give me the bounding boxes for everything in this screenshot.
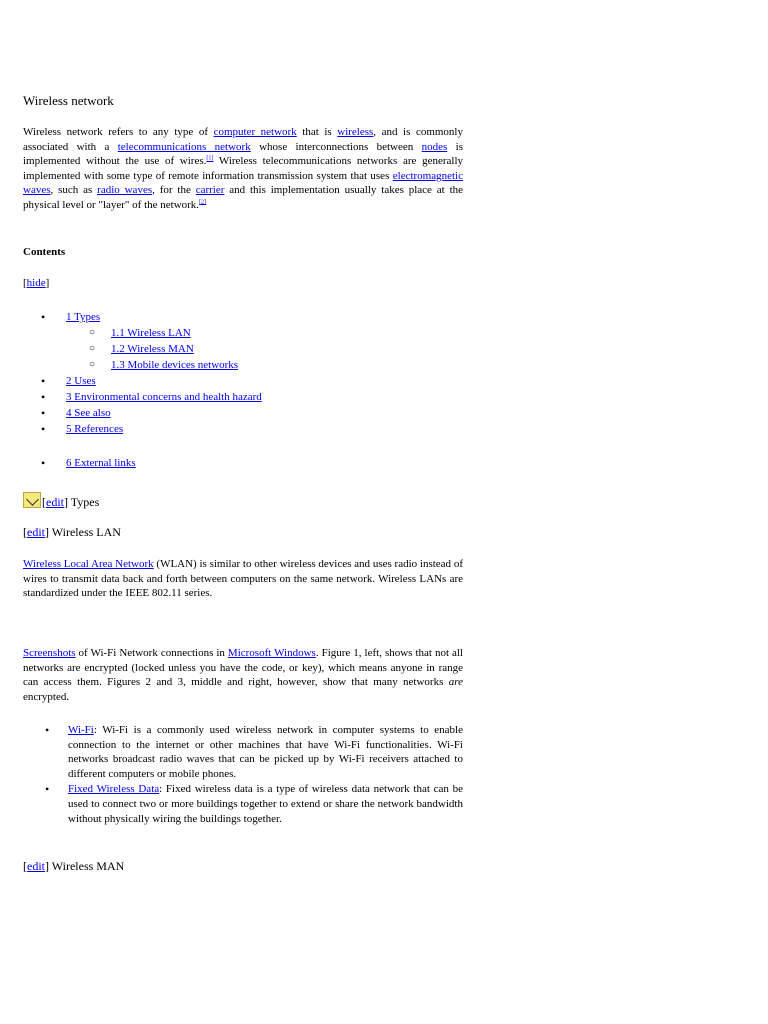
toc-item bbox=[66, 309, 466, 325]
link-wireless[interactable]: wireless bbox=[337, 126, 374, 138]
page-title: Wireless network bbox=[23, 93, 114, 108]
link-wireless-local-area-network[interactable]: Wireless Local Area Network bbox=[23, 558, 154, 570]
intro-text: whose interconnections between bbox=[250, 140, 422, 153]
link-telecommunications-network[interactable]: telecommunications network bbox=[117, 140, 251, 153]
edit-icon[interactable] bbox=[23, 492, 41, 508]
list-item bbox=[68, 723, 463, 781]
link-electromagnetic-waves[interactable]: electromagnetic waves bbox=[23, 169, 463, 197]
toc-toggle bbox=[23, 277, 49, 289]
intro-text: Wireless network refers to any type of bbox=[23, 126, 214, 138]
edit-link-wireless-lan[interactable]: edit bbox=[27, 525, 45, 539]
link-computer-network[interactable]: computer network bbox=[213, 126, 297, 138]
intro-text: is implemented without the use of wires. bbox=[23, 140, 463, 168]
intro-text: , and is commonly associated with a bbox=[23, 126, 463, 153]
toc-item bbox=[111, 325, 466, 341]
section-heading-types bbox=[23, 492, 99, 510]
section-heading-wireless-lan bbox=[23, 525, 121, 540]
paragraph-text: . Figure 1, left, shows that not all networks are encrypted (locked unless you have the code, or key), which means anyone in range can access them. Figures 2 and 3, middle and right, however, show that many networks bbox=[23, 647, 463, 689]
toc-link-mobile-devices-networks[interactable]: 1.3 Mobile devices networks bbox=[111, 359, 239, 371]
intro-paragraph bbox=[23, 125, 463, 213]
toc-item bbox=[66, 389, 466, 405]
toc-link-wireless-man[interactable]: 1.2 Wireless MAN bbox=[111, 343, 194, 355]
toc-link-wireless-lan[interactable]: 1.1 Wireless LAN bbox=[111, 327, 191, 339]
paragraph-text: of Wi-Fi Network connections in bbox=[75, 647, 228, 659]
intro-text: and this implementation usually takes place at the physical level or "layer" of the network. bbox=[23, 184, 464, 211]
intro-text: that is bbox=[296, 126, 338, 138]
toc-link-types[interactable]: 1 Types bbox=[66, 311, 101, 323]
section-title: Types bbox=[70, 495, 100, 509]
emphasis: are bbox=[448, 676, 463, 689]
reference-2[interactable]: [2] bbox=[199, 199, 207, 206]
link-fixed-wireless-data[interactable]: Fixed Wireless Data bbox=[68, 783, 160, 796]
link-screenshots[interactable]: Screenshots bbox=[23, 647, 76, 659]
toc-link-see-also[interactable]: 4 See also bbox=[66, 407, 111, 419]
link-carrier[interactable]: carrier bbox=[195, 184, 225, 197]
link-nodes[interactable]: nodes bbox=[421, 140, 448, 153]
toc-item bbox=[111, 341, 466, 357]
screenshots-paragraph bbox=[23, 646, 463, 704]
toc-item bbox=[66, 373, 466, 389]
toc-item bbox=[66, 421, 466, 437]
link-radio-waves[interactable]: radio waves bbox=[97, 184, 153, 197]
toc-link-uses[interactable]: 2 Uses bbox=[66, 375, 96, 387]
paragraph-text: encrypted. bbox=[23, 690, 70, 703]
toc-heading: Contents bbox=[23, 246, 66, 258]
reference-1[interactable]: [1] bbox=[206, 155, 214, 162]
link-microsoft-windows[interactable]: Microsoft Windows bbox=[227, 647, 316, 659]
section-title: Wireless MAN bbox=[51, 859, 125, 873]
intro-text: , for the bbox=[152, 184, 196, 197]
edit-link-wireless-man[interactable]: edit bbox=[27, 859, 45, 873]
bracket: ] bbox=[45, 859, 49, 873]
paragraph-text: (WLAN) is similar to other wireless devices and uses radio instead of wires to transmit data back and forth between computers on the same network. Wireless LANs are standardized under the IEEE 802.11 series. bbox=[23, 558, 463, 600]
toc-link-external-links[interactable]: 6 External links bbox=[66, 457, 136, 469]
bracket: [ bbox=[23, 525, 27, 539]
edit-link-types[interactable]: edit bbox=[46, 495, 64, 509]
bracket: [ bbox=[23, 277, 27, 289]
bracket: ] bbox=[45, 525, 49, 539]
list-item-text: : Fixed wireless data is a type of wireless data network that can be used to connect two or more buildings together to extend or share the network bandwidth without physically wiring the buildings together. bbox=[68, 783, 463, 825]
list-item bbox=[68, 782, 463, 826]
bullet-list bbox=[68, 723, 463, 826]
section-heading-wireless-man bbox=[23, 859, 124, 874]
intro-text: Wireless telecommunications networks are generally implemented with some type of remote information transmission system that uses bbox=[23, 155, 463, 182]
toc-item bbox=[66, 455, 466, 471]
toc-list bbox=[66, 309, 466, 471]
intro-text: , such as bbox=[50, 184, 98, 197]
bracket: [ bbox=[23, 859, 27, 873]
section-title: Wireless LAN bbox=[51, 525, 121, 539]
toc-link-environmental[interactable]: 3 Environmental concerns and health hazard bbox=[66, 391, 262, 403]
link-wi-fi[interactable]: Wi-Fi bbox=[68, 724, 94, 736]
toc-link-references[interactable]: 5 References bbox=[66, 423, 124, 435]
bracket: [ bbox=[42, 495, 46, 509]
wlan-paragraph bbox=[23, 557, 463, 601]
toc-hide-link[interactable]: hide bbox=[26, 277, 46, 289]
bracket: ] bbox=[64, 495, 68, 509]
bracket: ] bbox=[45, 277, 50, 289]
toc-item bbox=[111, 357, 466, 373]
list-item-text: : Wi-Fi is a commonly used wireless network in computer systems to enable connection to the internet or other machines that have Wi-Fi functionalities. Wi-Fi networks broadcast radio waves that can be picked up by Wi-Fi receivers attached to different computers or mobile phones. bbox=[68, 724, 463, 780]
toc-item bbox=[66, 405, 466, 421]
